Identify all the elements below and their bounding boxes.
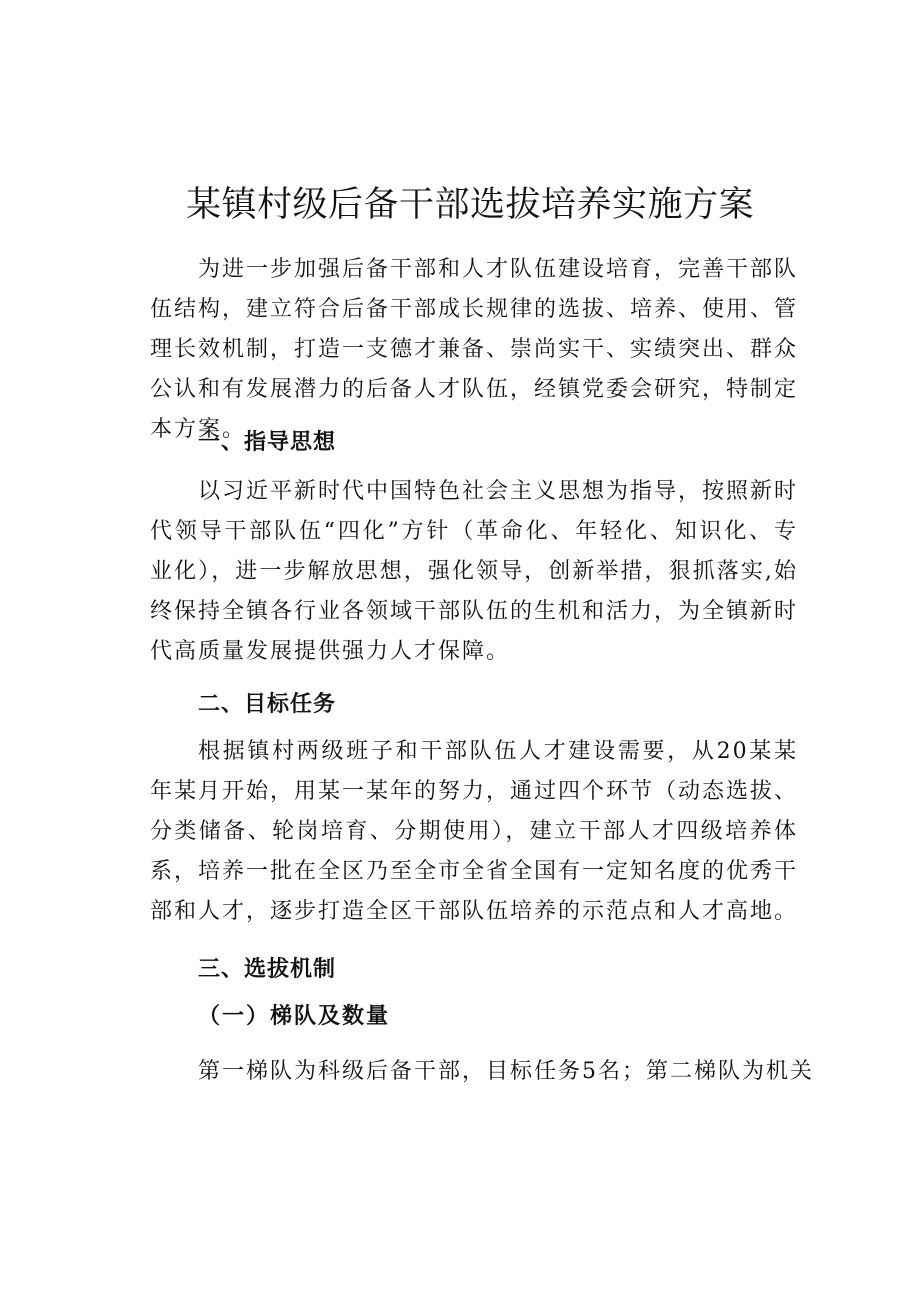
document-title: 某镇村级后备干部选拔培养实施方案 [185, 185, 754, 226]
section-body-goals-tasks: 根据镇村两级班子和干部队伍人才建设需要，从20某某年某月开始，用某一某年的努力，通过四个环节（动态选拔、分类储备、轮岗培育、分期使用），建立干部人才四级培养体系，培养一批在全区乃至全市全省全国有一定知名度的优秀干部和人才，逐步打造全区干部队伍培养的示范点和人才高地。 [150, 739, 799, 924]
section-heading-goals-tasks: 二、目标任务 [198, 692, 337, 717]
section-body-selection-mechanism: 第一梯队为科级后备干部，目标任务5名；第二梯队为机关 [198, 1059, 814, 1084]
intro-paragraph: 为进一步加强后备干部和人才队伍建设培育，完善干部队伍结构，建立符合后备干部成长规律的选拔、培养、使用、管理长效机制，打造一支德才兼备、崇尚实干、实绩突出、群众公认和有发展潜力的后备人才队伍，经镇党委会研究，特制定本方案。 [150, 257, 799, 442]
section-heading-guiding-ideology: 一、指导思想 [198, 430, 337, 455]
section-body-guiding-ideology: 以习近平新时代中国特色社会主义思想为指导，按照新时代领导干部队伍“四化”方针（革命化、年轻化、知识化、专业化），进一步解放思想，强化领导，创新举措，狠抓落实,始终保持全镇各行业各领域干部队伍的生机和活力，为全镇新时代高质量发展提供强力人才保障。 [150, 479, 799, 664]
section-heading-selection-mechanism: 三、选拔机制 [198, 957, 337, 982]
subsection-heading-echelons: （一）梯队及数量 [198, 1003, 391, 1029]
